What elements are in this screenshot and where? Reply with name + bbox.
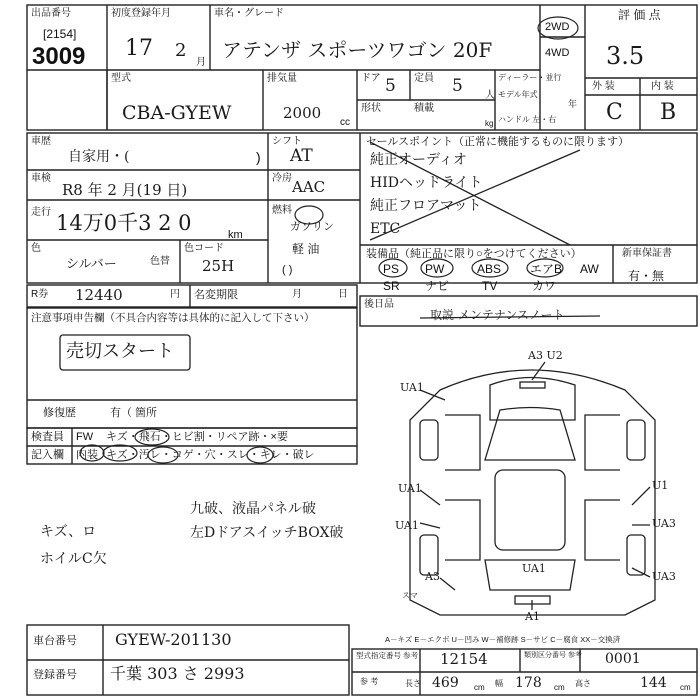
mark-left-rear-door: UA1: [395, 519, 419, 532]
recycle-label: R券: [31, 289, 49, 300]
shape-label: 形状: [361, 103, 381, 114]
capacity: 5: [452, 76, 463, 96]
displacement-label: 排気量: [267, 73, 297, 84]
history-close: ): [256, 149, 261, 165]
attention-label: 注意事項申告欄（不具合内容等は具体的に記入して下さい）: [31, 312, 315, 324]
exterior-label: 外 装: [592, 81, 615, 92]
sales-points-label: セールスポイント（正常に機能するものに限ります）: [366, 136, 630, 148]
car-diagram: [410, 362, 655, 615]
model-year-label: モデル年式: [498, 90, 538, 99]
mark-left-door: UA1: [398, 482, 422, 495]
lot-number: 3009: [32, 43, 86, 70]
after-value: 取説 メンテナンスノート: [430, 308, 565, 322]
width-label: 幅: [495, 679, 503, 688]
equip-aw: AW: [580, 262, 599, 276]
fw-tag: FW: [76, 431, 94, 443]
sales-point-3: 純正フロアマット: [370, 198, 482, 214]
color-code-label: 色コード: [184, 243, 224, 254]
sales-point-2: HIDヘッドライト: [370, 175, 483, 191]
damage-legend: A－キズ E－エクボ U－凹み W－補修跡 S－サビ C－腐食 XX－交換済: [385, 635, 621, 644]
car-name: アテンザ スポーツワゴン 20F: [222, 38, 493, 62]
km-unit: km: [228, 229, 243, 241]
repair-value: 有（ 箇所: [110, 407, 158, 419]
fuel-diesel: 軽 油: [292, 242, 320, 256]
height-unit: cm: [680, 683, 691, 692]
remark-2: 左DドアスイッチBOX破: [190, 525, 344, 541]
equip-navi: ナビ: [425, 279, 450, 293]
rating-score: 3.5: [606, 42, 645, 70]
equip-pw: PW: [425, 262, 445, 276]
type-num-value: 12154: [440, 650, 488, 668]
capacity-label: 定員: [414, 73, 434, 84]
fw-items: キズ・飛石・ヒビ割・リペア跡・×要: [106, 431, 288, 443]
drive-2wd: 2WD: [545, 21, 570, 33]
lot-small-number: [2154]: [43, 27, 77, 41]
entry-label: 記入欄: [31, 449, 64, 461]
persons-unit: 人: [485, 90, 495, 101]
lot-label: 出品番号: [31, 8, 71, 19]
handle-label: ハンドル 左・右: [498, 115, 557, 124]
cc-unit: cc: [340, 117, 350, 128]
class-num-value: 0001: [605, 651, 641, 667]
color-change-label: 色替: [150, 256, 170, 267]
sales-point-4: ETC: [370, 221, 401, 237]
length-value: 469: [432, 675, 459, 691]
remark-1: 九破、液晶パネル破: [190, 501, 316, 517]
first-reg-label: 初度登録年月: [111, 8, 171, 19]
mileage-value: 14万0千3 2 0: [56, 211, 192, 235]
mileage-label: 走行: [31, 207, 51, 218]
color-label: 色: [31, 243, 41, 254]
equip-tv: TV: [482, 279, 498, 293]
doors: 5: [385, 76, 396, 96]
repair-label: 修復歴: [43, 407, 76, 419]
shift-value: AT: [290, 146, 313, 166]
mark-rear-right: UA3: [652, 570, 676, 583]
width-unit: cm: [554, 683, 565, 692]
displacement: 2000: [283, 104, 322, 122]
attention-value: 売切スタート: [66, 341, 174, 362]
exterior-grade: C: [606, 100, 623, 125]
mark-small: スマ: [402, 591, 418, 600]
yen-unit: 円: [170, 289, 180, 300]
dealer-label: ディーラー・並行: [498, 73, 562, 82]
rating-label: 評 価 点: [618, 8, 661, 22]
equip-airbag: エアB: [530, 262, 563, 276]
width-value: 178: [515, 675, 542, 691]
mark-right-rear-door: UA3: [652, 517, 676, 530]
dims-label: 参 考: [360, 677, 379, 686]
interior-tag: 内装: [76, 449, 98, 461]
history-value: 自家用・(: [68, 149, 130, 165]
month-label: 月: [292, 289, 302, 300]
ac-label: 冷房: [272, 173, 292, 184]
length-label: 長さ: [405, 679, 421, 688]
recycle-value: 12440: [75, 286, 123, 304]
equip-ps: PS: [383, 262, 400, 276]
registration-value: 千葉 303 さ 2993: [110, 664, 245, 683]
color-code: 25H: [202, 257, 235, 275]
interior-items: キズ・汚レ・コゲ・穴・スレ・キレ・破レ: [106, 449, 315, 461]
equipment-label: 装備品（純正品に限り○をつけてください）: [366, 248, 582, 260]
length-unit: cm: [474, 683, 485, 692]
kg-unit: kg: [485, 119, 494, 128]
interior-label: 内 装: [651, 81, 674, 92]
inspection-label: 車検: [31, 173, 51, 184]
first-reg-year: 17: [125, 36, 153, 61]
mark-front: A3 U2: [528, 349, 563, 362]
height-value: 144: [640, 675, 667, 691]
equip-sr: SR: [383, 279, 400, 293]
height-label: 高さ: [575, 679, 591, 688]
inspector-label: 検査員: [31, 431, 64, 443]
mark-tailgate: UA1: [522, 562, 546, 575]
remark-3: キズ、ロ: [40, 524, 97, 540]
mark-front-left: UA1: [400, 381, 424, 394]
month-unit: 月: [196, 57, 206, 68]
after-label: 後日品: [364, 299, 394, 310]
sales-point-1: 純正オーディオ: [370, 152, 467, 168]
fuel-label: 燃料: [272, 205, 292, 216]
day-label: 日: [338, 289, 348, 300]
class-num-label: 類別区分番号 参考: [524, 652, 582, 659]
chassis-value: GYEW-201130: [115, 630, 232, 649]
mark-rear-bumper: A1: [525, 610, 540, 623]
equip-leather: カワ: [532, 279, 557, 293]
mark-rear-left: A3: [425, 570, 440, 583]
remark-4: ホイルC欠: [40, 551, 107, 567]
ac-value: AAC: [292, 178, 326, 196]
shift-label: シフト: [272, 136, 302, 147]
mark-right-door: U1: [652, 479, 669, 492]
fuel-gas: ガソリン: [290, 221, 334, 233]
equip-abs: ABS: [477, 262, 502, 276]
model-code: CBA-GYEW: [122, 102, 232, 124]
registration-label: 登録番号: [33, 669, 77, 681]
model-label: 型式: [111, 73, 131, 84]
warranty-value: 有・無: [628, 269, 665, 283]
car-name-label: 車名・グレード: [214, 8, 284, 19]
history-label: 車歴: [31, 136, 51, 147]
year-unit: 年: [568, 99, 578, 109]
doors-label: ドア: [361, 73, 381, 84]
drive-4wd: 4WD: [545, 47, 570, 59]
warranty-label: 新車保証書: [622, 248, 672, 259]
type-num-label: 型式指定番号 参考: [356, 651, 419, 660]
first-reg-month: 2: [175, 40, 187, 61]
name-change-label: 名変期限: [194, 289, 238, 301]
color-value: シルバー: [66, 257, 117, 272]
load-label: 積載: [414, 103, 434, 114]
fuel-other: ( ): [282, 264, 293, 276]
interior-grade: B: [660, 100, 677, 125]
chassis-label: 車台番号: [33, 635, 77, 647]
inspection-value: R8 年 2 月(19 日): [62, 181, 188, 199]
